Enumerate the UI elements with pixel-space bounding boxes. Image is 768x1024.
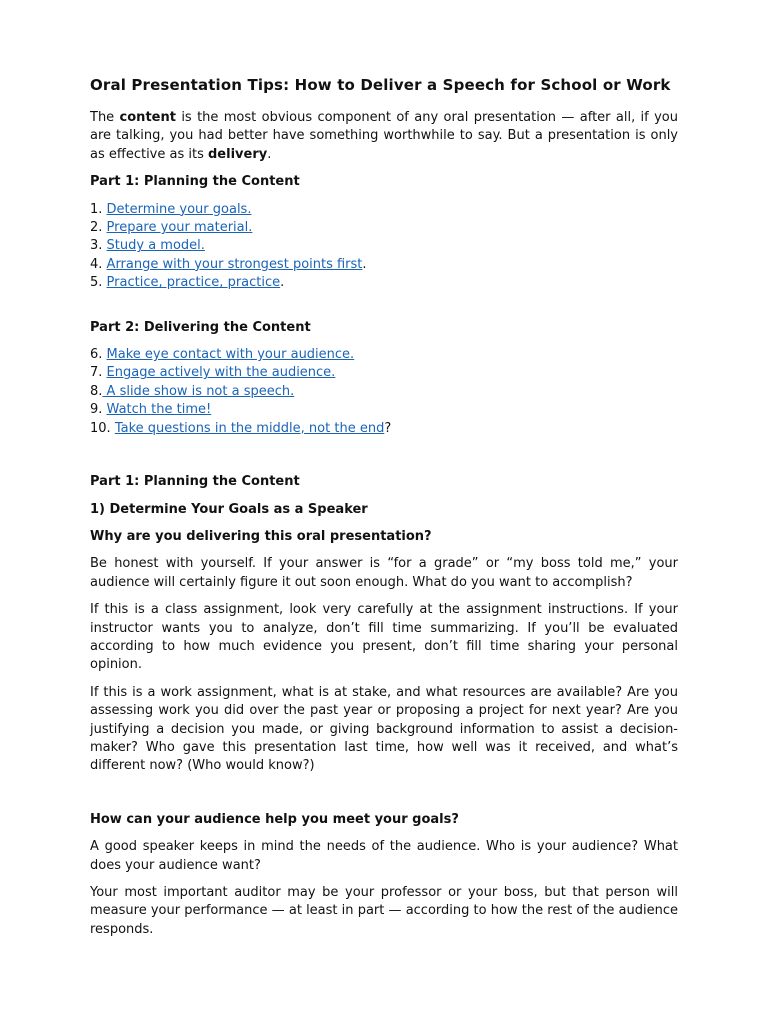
toc-link[interactable]: Take questions in the middle, not the end xyxy=(114,420,385,436)
list-item xyxy=(90,420,678,438)
part2-list xyxy=(90,346,678,438)
intro-paragraph xyxy=(90,109,678,164)
list-tail: ? xyxy=(384,420,392,436)
document-page xyxy=(90,74,678,939)
toc-link[interactable]: Prepare your material. xyxy=(106,220,253,236)
section-heading: Part 1: Planning the Content xyxy=(90,474,300,490)
list-number: 5. xyxy=(90,275,107,291)
list-item xyxy=(90,256,678,274)
body-paragraph: Your most important auditor may be your professor or your boss, but that person will measure your performance — at least in part — according to how the rest of the audience responds. xyxy=(90,885,678,937)
list-tail: . xyxy=(362,256,367,272)
toc-link[interactable]: Study a model. xyxy=(106,238,205,254)
body-paragraph: A good speaker keeps in mind the needs of the audience. Who is your audience? What does your audience want? xyxy=(90,839,678,873)
question-heading: How can your audience help you meet your goals? xyxy=(90,811,459,827)
part2-heading: Part 2: Delivering the Content xyxy=(90,319,311,335)
intro-text: is the most obvious component of any oral presentation — after all, if you are talking, you had better have something worthwhile to say. But a presentation is only as effective as its xyxy=(90,110,678,162)
body-paragraph: If this is a class assignment, look very carefully at the assignment instructions. If your instructor wants you to analyze, don’t fill time summarizing. If you’ll be evaluated according to how much evidence you present, don’t fill time sharing your personal opinion. xyxy=(90,602,678,673)
toc-link[interactable]: Make eye contact with your audience. xyxy=(106,347,355,363)
toc-link[interactable]: Engage actively with the audience. xyxy=(106,365,336,381)
part1-heading: Part 1: Planning the Content xyxy=(90,174,300,190)
list-number: 6. xyxy=(90,347,107,363)
list-item xyxy=(90,364,678,382)
content-emphasis: content xyxy=(119,110,176,125)
list-number: 1. xyxy=(90,201,107,217)
list-number: 2. xyxy=(90,220,107,236)
toc-link[interactable]: Determine your goals. xyxy=(106,201,252,217)
delivery-emphasis: delivery xyxy=(208,146,268,162)
list-item xyxy=(90,346,678,364)
list-number: 4. xyxy=(90,256,107,272)
list-item xyxy=(90,383,678,401)
toc-link[interactable]: Arrange with your strongest points first xyxy=(106,256,363,272)
intro-text: . xyxy=(267,146,272,162)
body-paragraph: Be honest with yourself. If your answer is “for a grade” or “my boss told me,” your audience will certainly figure it out soon enough. What do you want to accomplish? xyxy=(90,556,678,590)
list-item xyxy=(90,201,678,219)
page-title: Oral Presentation Tips: How to Deliver a Speech for School or Work xyxy=(90,76,671,94)
list-number: 10. xyxy=(90,420,115,436)
toc-link[interactable]: A slide show is not a speech. xyxy=(102,383,295,399)
list-number: 7. xyxy=(90,365,107,381)
list-item xyxy=(90,274,678,292)
list-number: 9. xyxy=(90,402,107,418)
list-item xyxy=(90,401,678,419)
list-item xyxy=(90,237,678,255)
list-item xyxy=(90,219,678,237)
intro-text: The xyxy=(90,110,120,125)
toc-link[interactable]: Practice, practice, practice xyxy=(106,275,281,291)
body-paragraph: If this is a work assignment, what is at stake, and what resources are available? Are you assessing work you did over the past year or proposing a project for next year? Are you justifying a decision you made, or giving background information to assist a decision-maker? Who gave this presentation last time, how well was it received, and what’s different now? (Who would know?) xyxy=(90,684,678,774)
part1-list xyxy=(90,201,678,293)
toc-link[interactable]: Watch the time! xyxy=(106,402,212,418)
question-heading: Why are you delivering this oral presentation? xyxy=(90,528,432,544)
list-number: 8. xyxy=(90,383,103,399)
list-number: 3. xyxy=(90,238,107,254)
sub-heading: 1) Determine Your Goals as a Speaker xyxy=(90,501,368,517)
list-tail: . xyxy=(280,275,285,291)
